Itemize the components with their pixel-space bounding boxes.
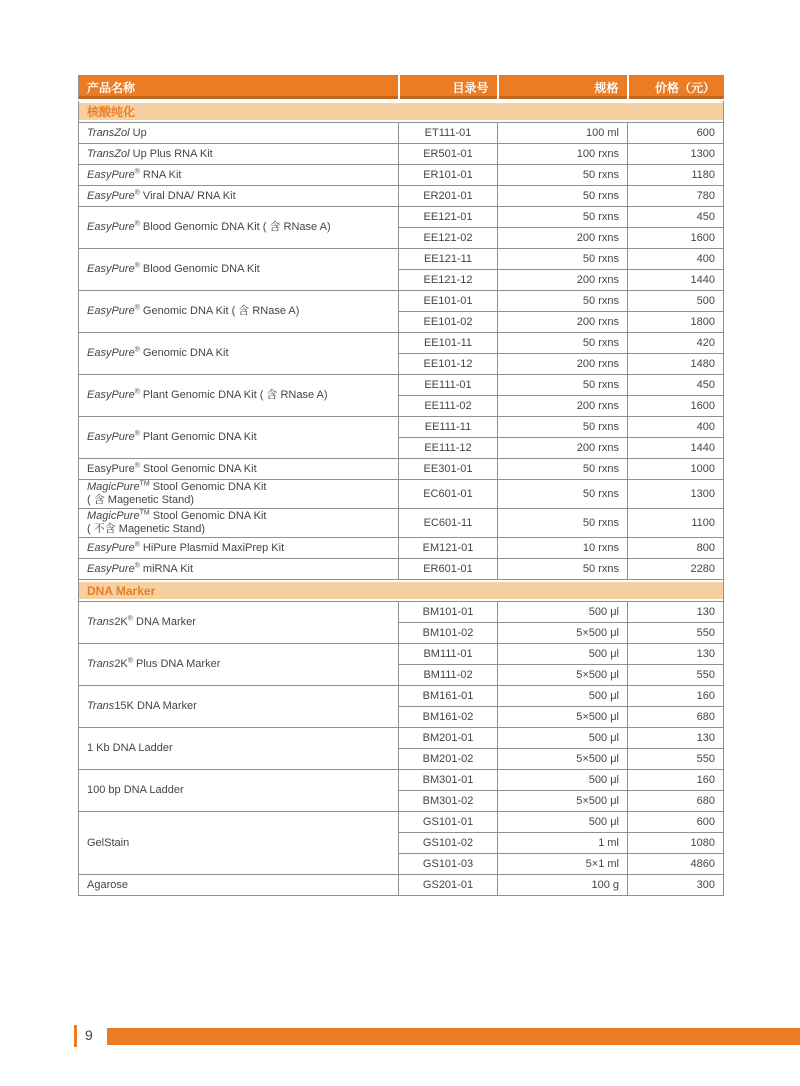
trademark-symbol: ® (127, 615, 133, 623)
product-name-cell (79, 812, 399, 875)
name-text: GelStain (87, 836, 130, 849)
product-name-cell (79, 165, 399, 186)
catalog-number-cell: EE121-02 (399, 228, 498, 249)
spec-cell: 100 ml (498, 123, 628, 144)
name-text: ( 不含 Magenetic Stand) (87, 523, 205, 535)
spec-cell: 5×1 ml (498, 854, 628, 875)
spec-cell: 5×500 μl (498, 791, 628, 812)
spec-cell: 500 μl (498, 602, 628, 623)
name-text: RNA Kit (139, 168, 182, 181)
product-name-cell (79, 644, 399, 686)
price-cell: 160 (628, 686, 724, 707)
price-cell: 550 (628, 623, 724, 644)
spec-cell: 500 μl (498, 644, 628, 665)
name-text: 2K (114, 658, 128, 670)
name-text: Plus DNA Marker (132, 658, 221, 670)
product-row (79, 144, 724, 165)
catalog-number-cell: ER201-01 (399, 186, 498, 207)
price-cell: 4860 (628, 854, 724, 875)
spec-cell: 50 rxns (498, 165, 628, 186)
spec-cell: 1 ml (498, 833, 628, 854)
product-name-cell (79, 207, 399, 249)
trademark-symbol: ® (127, 657, 133, 665)
product-name-cell (79, 538, 399, 559)
catalog-number-cell: BM301-01 (399, 770, 498, 791)
footer-accent-tick (74, 1025, 77, 1047)
name-text: EasyPure (87, 462, 135, 475)
spec-cell: 50 rxns (498, 291, 628, 312)
price-cell: 1600 (628, 228, 724, 249)
catalog-number-cell: GS101-02 (399, 833, 498, 854)
name-text: 15K DNA Marker (114, 700, 197, 712)
product-name-cell (79, 559, 399, 580)
name-text: Genomic DNA Kit ( 含 RNase A) (139, 305, 300, 317)
product-row (79, 186, 724, 207)
spec-cell: 50 rxns (498, 559, 628, 580)
product-name-cell (79, 770, 399, 812)
name-text: Up Plus RNA Kit (129, 147, 213, 160)
spec-cell: 10 rxns (498, 538, 628, 559)
spec-cell: 200 rxns (498, 396, 628, 417)
product-name-cell (79, 509, 399, 538)
catalog-number-cell: BM161-02 (399, 707, 498, 728)
product-row (79, 165, 724, 186)
product-name-cell (79, 291, 399, 333)
product-name-cell (79, 875, 399, 896)
name-text: 1 Kb DNA Ladder (87, 742, 173, 754)
spec-cell: 50 rxns (498, 417, 628, 438)
catalog-number-cell: ER601-01 (399, 559, 498, 580)
brand-name: EasyPure (87, 305, 135, 317)
price-cell: 680 (628, 791, 724, 812)
trademark-symbol: TM (139, 480, 150, 488)
brand-name: EasyPure (87, 221, 135, 233)
product-row (79, 480, 724, 509)
name-text: miRNA Kit (139, 562, 194, 575)
trademark-symbol: ® (134, 304, 140, 312)
product-row (79, 291, 724, 312)
section-title: 核酸纯化 (79, 100, 724, 123)
price-cell: 130 (628, 728, 724, 749)
product-name-cell (79, 417, 399, 459)
price-cell: 450 (628, 375, 724, 396)
spec-cell: 500 μl (498, 770, 628, 791)
price-cell: 400 (628, 249, 724, 270)
product-name-cell (79, 602, 399, 644)
catalog-number-cell: ER501-01 (399, 144, 498, 165)
product-row (79, 417, 724, 438)
spec-cell: 50 rxns (498, 333, 628, 354)
product-name-cell (79, 686, 399, 728)
trademark-symbol: ® (134, 262, 140, 270)
brand-name: EasyPure (87, 389, 135, 401)
spec-cell: 200 rxns (498, 270, 628, 291)
name-text: Stool Genomic DNA Kit (149, 510, 267, 522)
catalog-number-cell: EE101-12 (399, 354, 498, 375)
brand-name: EasyPure (87, 263, 135, 275)
spec-cell: 200 rxns (498, 312, 628, 333)
name-text: Blood Genomic DNA Kit (139, 263, 260, 275)
name-text: Viral DNA/ RNA Kit (139, 189, 236, 202)
catalog-number-cell: EM121-01 (399, 538, 498, 559)
product-row (79, 333, 724, 354)
catalog-number-cell: GS101-01 (399, 812, 498, 833)
trademark-symbol: ® (134, 540, 140, 548)
catalog-number-cell: EE121-12 (399, 270, 498, 291)
spec-cell: 50 rxns (498, 509, 628, 538)
catalog-number-cell: EE111-11 (399, 417, 498, 438)
catalog-number-cell: BM201-02 (399, 749, 498, 770)
product-row (79, 249, 724, 270)
name-text: Stool Genomic DNA Kit (139, 462, 257, 475)
name-text: Genomic DNA Kit (139, 347, 229, 359)
name-text: Up (129, 126, 147, 139)
catalog-number-cell: EC601-01 (399, 480, 498, 509)
price-cell: 800 (628, 538, 724, 559)
brand-name: EasyPure (87, 168, 135, 181)
brand-name: MagicPure (87, 510, 140, 522)
price-cell: 500 (628, 291, 724, 312)
column-header-spec: 规格 (498, 76, 628, 101)
name-text: Stool Genomic DNA Kit (149, 481, 267, 493)
price-cell: 1300 (628, 480, 724, 509)
spec-cell: 100 rxns (498, 144, 628, 165)
spec-cell: 50 rxns (498, 249, 628, 270)
brand-name: EasyPure (87, 189, 135, 202)
product-row (79, 459, 724, 480)
spec-cell: 100 g (498, 875, 628, 896)
catalog-number-cell: EE111-02 (399, 396, 498, 417)
spec-cell: 200 rxns (498, 438, 628, 459)
price-cell: 400 (628, 417, 724, 438)
price-list-table (78, 75, 724, 896)
price-cell: 2280 (628, 559, 724, 580)
section-header-row (79, 580, 724, 602)
catalog-number-cell: BM201-01 (399, 728, 498, 749)
section-title: DNA Marker (79, 580, 724, 602)
product-name-cell (79, 186, 399, 207)
catalog-number-cell: BM301-02 (399, 791, 498, 812)
spec-cell: 50 rxns (498, 186, 628, 207)
product-name-cell (79, 249, 399, 291)
price-cell: 680 (628, 707, 724, 728)
product-row (79, 559, 724, 580)
name-text: 2K (114, 616, 128, 628)
product-row (79, 509, 724, 538)
price-cell: 1080 (628, 833, 724, 854)
price-cell: 1440 (628, 438, 724, 459)
name-text: ( 含 Magenetic Stand) (87, 494, 194, 506)
brand-name: EasyPure (87, 347, 135, 359)
spec-cell: 200 rxns (498, 354, 628, 375)
brand-name: TransZol (87, 147, 130, 160)
spec-cell: 50 rxns (498, 375, 628, 396)
product-row (79, 686, 724, 707)
spec-cell: 5×500 μl (498, 623, 628, 644)
spec-cell: 50 rxns (498, 207, 628, 228)
price-cell: 160 (628, 770, 724, 791)
price-cell: 300 (628, 875, 724, 896)
catalog-number-cell: GS201-01 (399, 875, 498, 896)
trademark-symbol: TM (139, 509, 150, 517)
catalog-number-cell: ER101-01 (399, 165, 498, 186)
name-text: Blood Genomic DNA Kit ( 含 RNase A) (139, 221, 331, 233)
price-cell: 1300 (628, 144, 724, 165)
catalog-number-cell: BM101-01 (399, 602, 498, 623)
brand-name: MagicPure (87, 481, 140, 493)
product-row (79, 602, 724, 623)
catalog-number-cell: GS101-03 (399, 854, 498, 875)
product-name-cell (79, 459, 399, 480)
catalog-number-cell: BM111-02 (399, 665, 498, 686)
catalog-number-cell: EE101-02 (399, 312, 498, 333)
product-row (79, 875, 724, 896)
brand-name: EasyPure (87, 431, 135, 443)
spec-cell: 500 μl (498, 812, 628, 833)
name-text: Agarose (87, 878, 128, 891)
price-cell: 450 (628, 207, 724, 228)
spec-cell: 500 μl (498, 686, 628, 707)
page-number: 9 (85, 1027, 93, 1043)
price-cell: 600 (628, 812, 724, 833)
price-cell: 130 (628, 644, 724, 665)
price-cell: 1800 (628, 312, 724, 333)
product-row (79, 728, 724, 749)
product-row (79, 538, 724, 559)
brand-name: TransZol (87, 126, 130, 139)
trademark-symbol: ® (134, 461, 140, 469)
price-cell: 1000 (628, 459, 724, 480)
products-table-body (79, 100, 724, 896)
product-row (79, 207, 724, 228)
product-name-cell (79, 480, 399, 509)
spec-cell: 50 rxns (498, 459, 628, 480)
catalog-number-cell: BM161-01 (399, 686, 498, 707)
trademark-symbol: ® (134, 430, 140, 438)
catalog-number-cell: EE121-01 (399, 207, 498, 228)
catalog-number-cell: BM101-02 (399, 623, 498, 644)
trademark-symbol: ® (134, 167, 140, 175)
spec-cell: 5×500 μl (498, 749, 628, 770)
catalog-number-cell: EE101-11 (399, 333, 498, 354)
name-text: 100 bp DNA Ladder (87, 784, 184, 796)
column-header-catalog-number: 目录号 (399, 76, 498, 101)
price-cell: 1100 (628, 509, 724, 538)
spec-cell: 200 rxns (498, 228, 628, 249)
column-header-price: 价格（元） (628, 76, 724, 101)
product-name-cell (79, 333, 399, 375)
section-header-row (79, 100, 724, 123)
spec-cell: 5×500 μl (498, 665, 628, 686)
catalog-number-cell: ET111-01 (399, 123, 498, 144)
trademark-symbol: ® (134, 388, 140, 396)
price-cell: 1480 (628, 354, 724, 375)
trademark-symbol: ® (134, 220, 140, 228)
spec-cell: 500 μl (498, 728, 628, 749)
spec-cell: 50 rxns (498, 480, 628, 509)
column-header-product-name: 产品名称 (79, 76, 399, 101)
product-name-cell (79, 375, 399, 417)
price-cell: 550 (628, 749, 724, 770)
product-name-cell (79, 728, 399, 770)
price-cell: 420 (628, 333, 724, 354)
name-text: HiPure Plasmid MaxiPrep Kit (139, 541, 285, 554)
brand-name: EasyPure (87, 562, 135, 575)
product-name-cell (79, 123, 399, 144)
price-cell: 130 (628, 602, 724, 623)
brand-name: Trans (87, 700, 115, 712)
catalog-number-cell: EC601-11 (399, 509, 498, 538)
trademark-symbol: ® (134, 346, 140, 354)
brand-name: EasyPure (87, 541, 135, 554)
product-name-cell (79, 144, 399, 165)
price-cell: 550 (628, 665, 724, 686)
brand-name: Trans (87, 616, 115, 628)
name-text: DNA Marker (132, 616, 196, 628)
price-cell: 1440 (628, 270, 724, 291)
product-row (79, 812, 724, 833)
trademark-symbol: ® (134, 188, 140, 196)
spec-cell: 5×500 μl (498, 707, 628, 728)
catalog-number-cell: EE111-12 (399, 438, 498, 459)
brand-name: Trans (87, 658, 115, 670)
product-row (79, 770, 724, 791)
catalog-number-cell: EE101-01 (399, 291, 498, 312)
product-row (79, 644, 724, 665)
footer-accent-bar (107, 1028, 800, 1045)
product-row (79, 123, 724, 144)
product-row (79, 375, 724, 396)
price-cell: 1180 (628, 165, 724, 186)
catalog-number-cell: EE301-01 (399, 459, 498, 480)
trademark-symbol: ® (134, 561, 140, 569)
price-cell: 600 (628, 123, 724, 144)
price-cell: 1600 (628, 396, 724, 417)
catalog-number-cell: EE121-11 (399, 249, 498, 270)
catalog-number-cell: EE111-01 (399, 375, 498, 396)
name-text: Plant Genomic DNA Kit (139, 431, 257, 443)
price-cell: 780 (628, 186, 724, 207)
catalog-number-cell: BM111-01 (399, 644, 498, 665)
name-text: Plant Genomic DNA Kit ( 含 RNase A) (139, 389, 328, 401)
table-header-row (79, 76, 724, 101)
